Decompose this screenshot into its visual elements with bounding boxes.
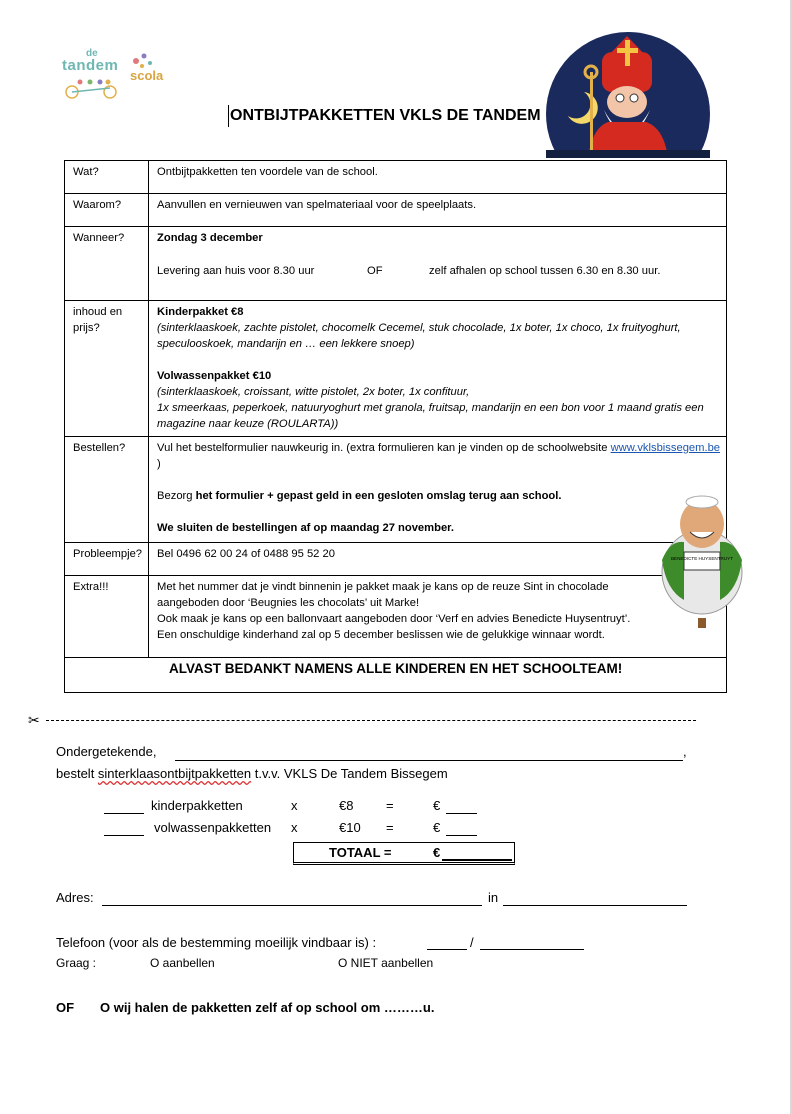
- row-value: [149, 301, 727, 437]
- scissors-icon: ✂: [28, 712, 40, 728]
- bestelt-word: sinterklaasontbijtpakketten: [97, 766, 252, 781]
- telefoon-slash: /: [470, 935, 474, 950]
- name-field[interactable]: [175, 760, 683, 761]
- volwassen-equals: =: [386, 820, 394, 835]
- kinder-amount-field[interactable]: [446, 813, 477, 814]
- row-label: Wat?: [65, 161, 149, 194]
- extra-line-3: Een onschuldige kinderhand zal op 5 december beslissen wie de gelukkige winnaar wordt.: [157, 629, 605, 641]
- bestellen-instruction: [157, 440, 720, 472]
- de-tandem-logo: [60, 48, 122, 104]
- table-row-bestellen: [65, 437, 727, 543]
- bezorg-instruction: [157, 488, 720, 504]
- graag-label: Graag :: [56, 956, 97, 970]
- sinterklaas-illustration: [546, 32, 710, 158]
- kinderpakket-description: (sinterklaaskoek, zachte pistolet, chocomelk Cecemel, stuk chocolade, 1x boter, 1x choco, 1x fruityoghurt, speculooskoek, mandarijn en … een lekkere snoep): [157, 322, 681, 350]
- gemeente-field[interactable]: [503, 905, 687, 906]
- bestellen-text: Vul het bestelformulier nauwkeurig in. (extra formulieren kan je vinden op de schoolwebsite: [157, 442, 608, 454]
- extra-line-1: Met het nummer dat je vindt binnenin je pakket maak je kans op de reuze Sint in chocolade aangeboden door ‘Beugnies les chocolats’ uit Marke!: [157, 581, 609, 609]
- row-label: Bestellen?: [65, 437, 149, 543]
- of-text: OF: [367, 265, 383, 277]
- zelf-afhalen-option[interactable]: O wij halen de pakketten zelf af op school om ………u.: [100, 1000, 435, 1015]
- hot-air-balloon-mascot: [650, 490, 754, 632]
- totaal-label: TOTAAL =: [329, 845, 392, 860]
- wanneer-date: Zondag 3 december: [157, 232, 263, 244]
- thanks-banner: ALVAST BEDANKT NAMENS ALLE KINDEREN EN HET SCHOOLTEAM!: [65, 658, 727, 693]
- volwassen-quantity-field[interactable]: [104, 835, 144, 836]
- kinder-euro: €: [433, 798, 441, 813]
- ondergetekende-label: Ondergetekende,: [56, 744, 157, 759]
- in-label: in: [488, 890, 499, 905]
- bestellen-text-end: ): [157, 458, 161, 470]
- bezorg-bold: het formulier + gepast geld in een gesloten omslag terug aan school.: [195, 490, 562, 502]
- table-row-footer: [65, 658, 727, 693]
- afhalen-text: zelf afhalen op school tussen 6.30 en 8.30 uur.: [429, 265, 661, 277]
- totaal-euro: €: [433, 845, 441, 860]
- adres-label: Adres:: [56, 890, 94, 905]
- table-row-inhoud: [65, 301, 727, 437]
- row-value: Bel 0496 62 00 24 of 0488 95 52 20: [149, 543, 727, 576]
- row-label: Wanneer?: [65, 227, 149, 301]
- kinder-quantity-field[interactable]: [104, 813, 144, 814]
- levering-text: Levering aan huis voor 8.30 uur: [157, 265, 315, 277]
- scola-logo: [124, 52, 178, 102]
- niet-aanbellen-option[interactable]: O NIET aanbellen: [338, 956, 434, 970]
- balloon-banner-text: BENEDICTE HUYSENTRUYT: [670, 556, 734, 561]
- extra-line-2: Ook maak je kans op een ballonvaart aangeboden door ‘Verf en advies Benedicte Huysentruyt’.: [157, 613, 631, 625]
- kinderpakket-title: Kinderpakket €8: [157, 306, 244, 318]
- row-label: inhoud en prijs?: [65, 301, 149, 437]
- volwassen-euro: €: [433, 820, 441, 835]
- row-label: Extra!!!: [65, 576, 149, 658]
- cut-line: [46, 720, 696, 721]
- kinder-price: €8: [339, 798, 354, 813]
- bezorg-prefix: Bezorg: [157, 490, 196, 502]
- total-amount-field[interactable]: [442, 859, 512, 861]
- volwassen-amount-field[interactable]: [446, 835, 477, 836]
- volwassenpakket-description-1: (sinterklaaskoek, croissant, witte pistolet, 2x boter, 1x confituur,: [157, 386, 470, 398]
- bestelt-suffix: t.v.v. VKLS De Tandem Bissegem: [251, 766, 448, 781]
- deadline-text: We sluiten de bestellingen af op maandag 27 november.: [157, 522, 455, 534]
- table-row-extra: [65, 576, 727, 658]
- text-cursor: [228, 105, 229, 127]
- tandem-bike-icon: [62, 78, 122, 100]
- volwassen-price: €10: [339, 820, 361, 835]
- logo-tandem-text: tandem: [62, 57, 119, 74]
- telefoon-label: Telefoon (voor als de bestemming moeilijk vindbaar is) :: [56, 935, 377, 950]
- telefoon-field-1[interactable]: [427, 949, 467, 950]
- row-value: [149, 227, 727, 301]
- volwassenpakket-title: Volwassenpakket €10: [157, 370, 272, 382]
- telefoon-field-2[interactable]: [480, 949, 584, 950]
- logo-scola-text: scola: [130, 68, 164, 83]
- wanneer-options: [157, 263, 720, 279]
- row-value: [149, 576, 727, 658]
- volwassen-item-label: volwassenpakketten: [154, 820, 272, 835]
- aanbellen-option[interactable]: O aanbellen: [150, 956, 215, 970]
- bestelt-prefix: bestelt: [56, 766, 98, 781]
- page-title: ONTBIJTPAKKETTEN VKLS DE TANDEM: [230, 107, 541, 124]
- row-label: Waarom?: [65, 194, 149, 227]
- table-row-wat: [65, 161, 727, 194]
- logo-de-text: de: [86, 48, 98, 59]
- table-row-waarom: [65, 194, 727, 227]
- row-value: [149, 437, 727, 543]
- kinder-equals: =: [386, 798, 394, 813]
- volwassen-times: x: [291, 820, 298, 835]
- total-box: [293, 842, 515, 865]
- school-website-link[interactable]: www.vklsbissegem.be: [610, 442, 721, 454]
- kinder-item-label: kinderpakketten: [151, 798, 243, 813]
- name-field-comma: ,: [683, 744, 687, 759]
- of-label: OF: [56, 1000, 75, 1015]
- table-row-probleempje: [65, 543, 727, 576]
- adres-field[interactable]: [102, 905, 482, 906]
- table-row-wanneer: [65, 227, 727, 301]
- row-value: Ontbijtpakketten ten voordele van de school.: [149, 161, 727, 194]
- row-value: Aanvullen en vernieuwen van spelmateriaal voor de speelplaats.: [149, 194, 727, 227]
- volwassenpakket-description-2: 1x smeerkaas, peperkoek, natuuryoghurt met granola, fruitsap, mandarijn en een bon voor 1 maand gratis een magazine naar keuze (ROULARTA)): [157, 402, 704, 430]
- row-label: Probleempje?: [65, 543, 149, 576]
- bestelt-line: [56, 766, 448, 781]
- info-table: [64, 160, 727, 693]
- kinder-times: x: [291, 798, 298, 813]
